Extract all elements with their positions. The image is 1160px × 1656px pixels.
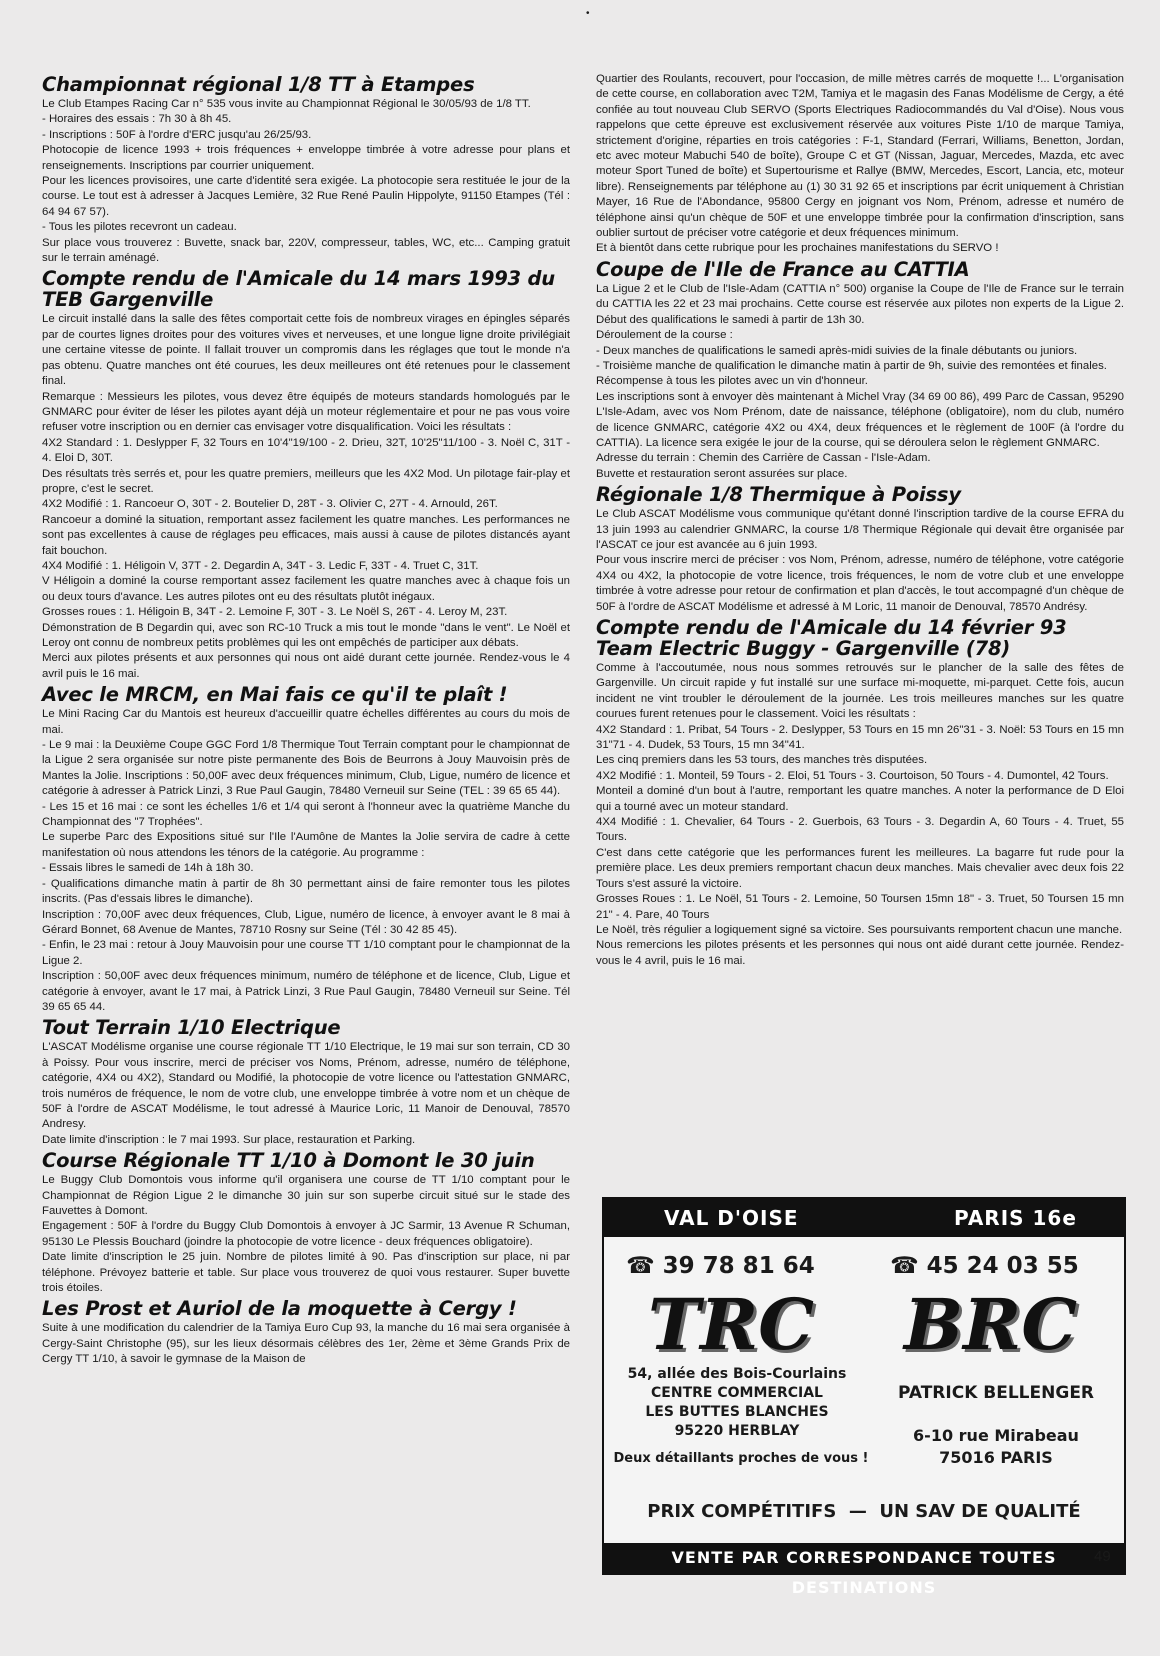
article <box>42 1017 570 1148</box>
article <box>42 1298 570 1367</box>
article-paragraph: 4X2 Standard : 1. Deslypper F, 32 Tours en 10'4"19/100 - 2. Drieu, 32T, 10'25"11/100 - 3. Noël C, 31T - 4. Eloi D, 30T. <box>42 436 570 465</box>
brc-logo: BRC <box>904 1283 1078 1366</box>
page-mark: • <box>586 8 590 19</box>
article-paragraph: V Héligoin a dominé la course remportant assez facilement les quatre manches avec à chaque fois un ou deux tours d'avance. Les autres pilotes ont eu des résultats plutôt inégaux. <box>42 575 570 603</box>
article-paragraph: Grosses roues : 1. Héligoin B, 34T - 2. Lemoine F, 30T - 3. Le Noël S, 26T - 4. Leroy M, 23T. <box>42 606 508 619</box>
article-paragraph: Le superbe Parc des Expositions situé sur l'Ile l'Aumône de Mantes la Jolie servira de cadre à cette manifestation où nous attendons les ténors de la catégorie. Au programme : <box>42 831 570 859</box>
brc-owner: PATRICK BELLENGER <box>897 1383 1095 1403</box>
article-title: Course Régionale TT 1/10 à Domont le 30 juin <box>42 1149 535 1173</box>
article-paragraph: Les inscriptions sont à envoyer dès maintenant à Michel Vray (34 69 00 86), 499 Parc de Cassan, 95290 L'Isle-Adam, avec vos Nom Prénom, date de naissance, téléphone (obligatoire), nom du club, numéro de licence GNMARC, catégorie 4X2 ou 4X4, deux fréquences et le règlement de 100F (à l'ordre du CATTIA). La licence sera exigée le jour de la course, qui se déroulera selon le règlement GNMARC. <box>596 390 1124 449</box>
article-paragraph: Quartier des Roulants, recouvert, pour l'occasion, de mille mètres carrés de moquette !... L'organisation de cette course, en collaboration avec T2M, Tamiya et le magasin des Fanas Modélisme de Cergy, a été confiée au tout nouveau Club SERVO (Sports Electriques Radiocommandés du Val d'Oise). Nous vous rappelons que cette épreuve est exclusivement réservée aux voitures Piste 1/10 de marque Tamiya, strictement d'origine, réparties en trois catégories : F-1, Standard (Ferrari, Williams, Benetton, Jordan, etc avec moteur Mabuchi 540 de boîte), Groupe C et GT (Nissan, Jaguar, Mercedes, Mazda, etc avec moteur Sport Tuned de boîte) et Supertourisme et Rallye (BMW, Mercedes, Escort, Lancia, etc, moteur libre). Renseignements par téléphone au (1) 30 31 92 65 et inscriptions par écrit uniquement à Christian Mayer, 16 Rue de l'Abondance, 95800 Cergy en joignant vos Nom, Prénom, adresse et numéro de téléphone ainsi qu'un chèque de 50F et une enveloppe timbrée pour la confirmation d'inscription, sans oublier surtout de préciser votre catégorie et deux fréquences minimum. <box>596 73 1124 240</box>
article-paragraph: 4X2 Modifié : 1. Monteil, 59 Tours - 2. Eloi, 51 Tours - 3. Courtoison, 50 Tours - 4. Dumontel, 42 Tours. <box>596 769 1109 782</box>
article-paragraph: Récompense à tous les pilotes avec un vin d'honneur. <box>596 375 868 388</box>
article-paragraph: Grosses Roues : 1. Le Noël, 51 Tours - 2. Lemoine, 50 Toursen 15mn 18" - 3. Truet, 50 Toursen 15 mn 21" - 4. Pare, 40 Tours <box>596 893 1124 921</box>
article-paragraph: Sur place vous trouverez : Buvette, snack bar, 220V, compresseur, tables, WC, etc... Camping gratuit sur le terrain aménagé. <box>42 236 570 265</box>
article-paragraph: Photocopie de licence 1993 + trois fréquences + enveloppe timbrée à votre adresse pour plans et renseignements. Inscriptions par courrier uniquement. <box>42 144 570 172</box>
article-paragraph: - Inscriptions : 50F à l'ordre d'ERC jusqu'au 26/25/93. <box>42 128 312 141</box>
trc-logo: TRC <box>648 1283 814 1366</box>
article-paragraph: - Troisième manche de qualification le dimanche matin à partir de 9h, suivie des remontées et finales. <box>596 359 1107 372</box>
article-paragraph: 4X2 Modifié : 1. Rancoeur O, 30T - 2. Boutelier D, 28T - 3. Olivier C, 27T - 4. Arnould, 26T. <box>42 498 498 511</box>
brc-address-line: 75016 PARIS <box>939 1448 1053 1467</box>
article-title: Régionale 1/8 Thermique à Poissy <box>596 483 961 507</box>
ad-left-phone: ☎ 39 78 81 64 <box>626 1253 815 1279</box>
article-title: Tout Terrain 1/10 Electrique <box>42 1016 341 1040</box>
article <box>596 72 1124 257</box>
article-paragraph: Merci aux pilotes présents et aux personnes qui nous ont aidé durant cette journée. Rendez-vous le 4 avril puis le 16 mai. <box>42 652 570 680</box>
ad-left-region: VAL D'OISE <box>664 1206 799 1230</box>
article-paragraph: - Enfin, le 23 mai : retour à Jouy Mauvoisin pour une course TT 1/10 comptant pour le championnat de la Ligue 2. <box>42 939 570 967</box>
article-paragraph: Date limite d'inscription le 25 juin. Nombre de pilotes limité à 90. Pas d'inscription sur place, ni par téléphone. Prévoyez batterie et table. Sur place vous trouverez de quoi vous restaurer. Super buvette trois étoiles. <box>42 1251 570 1295</box>
article-paragraph: La Ligue 2 et le Club de l'Isle-Adam (CATTIA n° 500) organise la Coupe de l'Ile de France sur le terrain du CATTIA les 22 et 23 mai prochains. Cette course est réservée aux pilotes non experts de la Ligue 2. Début des qualifications le samedi à partir de 13h 30. <box>596 282 1124 326</box>
article <box>596 617 1124 969</box>
ad-right-region: PARIS 16e <box>954 1206 1077 1230</box>
page-number: 49 <box>1094 1548 1111 1565</box>
article-paragraph: - Qualifications dimanche matin à partir de 8h 30 permettant ainsi de faire remonter tous les pilotes inscrits. (Pas d'essais libres le dimanche). <box>42 877 570 906</box>
ad-header-bar <box>604 1199 1124 1237</box>
article-title: Championnat régional 1/8 TT à Etampes <box>42 73 475 96</box>
article-paragraph: Le Noël, très régulier a logiquement signé sa victoire. Ses poursuivants remportent chacun une manche. <box>596 923 1123 936</box>
trc-address-line: CENTRE COMMERCIAL <box>651 1385 823 1401</box>
article-paragraph: 4X4 Modifié : 1. Héligoin V, 37T - 2. Degardin A, 34T - 3. Ledic F, 33T - 4. Truet C, 31T. <box>42 559 479 572</box>
article-paragraph: C'est dans cette catégorie que les performances furent les meilleures. La bagarre fut rude pour la première place. Les deux premiers remportant chacun deux manches. Mais chevalier avec deux fois 22 Tours s'est assuré la victoire. <box>596 846 1124 890</box>
article-paragraph: Engagement : 50F à l'ordre du Buggy Club Domontois à envoyer à JC Sarmir, 13 Avenue R Schuman, 95130 Le Plessis Bouchard (joindre la photocopie de votre licence - deux fréquences obligatoire). <box>42 1220 570 1248</box>
article-paragraph: Pour vous inscrire merci de préciser : vos Nom, Prénom, adresse, numéro de téléphone, votre catégorie 4X4 ou 4X2, la photocopie de votre licence, trois fréquences, le nom de votre club et une enveloppe timbrée à votre adresse pour retour de confirmation et plan d'accès, le tout accompagné d'un chèque de 50F à l'ordre de ASCAT Modélisme et adressé à M Loric, 11 manoir de Denouval, 78570 Andrésy. <box>596 554 1124 613</box>
article <box>42 684 570 1015</box>
article-paragraph: - Le 9 mai : la Deuxième Coupe GGC Ford 1/8 Thermique Tout Terrain comptant pour le championnat de la Ligue 2 sera organisée sur notre piste permanente des Bois de Beurrons à Jouy Mauvoisin près de Mantes la Jolie. Inscriptions : 50,00F avec deux fréquences minimum, Club, Ligue, numéro de licence et catégorie à adresser à Patrick Linzi, 3 Rue Paul Gaugin, 78480 Verneuil sur Seine (TEL : 39 65 65 44). <box>42 739 570 798</box>
article-paragraph: Le Club Etampes Racing Car n° 535 vous invite au Championnat Régional le 30/05/93 de 1/8 TT. <box>42 98 531 110</box>
article-title: Compte rendu de l'Amicale du 14 mars 1993 du TEB Gargenville <box>42 267 555 312</box>
article-paragraph: Rancoeur a dominé la situation, remportant assez facilement les quatre manches. Les performances ne sont pas excellentes à cause de réglages peu efficaces, mais aussi à cause de pilotes distancés ayant fait bouchon. <box>42 513 570 557</box>
article-paragraph: Le Club ASCAT Modélisme vous communique qu'étant donné l'inscription tardive de la course EFRA du 13 juin 1993 au calendrier GNMARC, la course 1/8 Thermique Régionale qui devait être organisée par l'ASCAT ce jour est avancée au 6 juin 1993. <box>596 508 1124 551</box>
article <box>596 484 1124 615</box>
article-paragraph: - Les 15 et 16 mai : ce sont les échelles 1/6 et 1/4 qui seront à l'honneur avec la quatrième Manche du Championnat des "7 Trophées". <box>42 800 570 829</box>
article-paragraph: Démonstration de B Degardin qui, avec son RC-10 Truck a mis tout le monde "dans le vent". Le Noël et Leroy ont connu de nombreux petits problèmes qui les ont empêchés de participer aux débats. <box>42 621 570 649</box>
left-column <box>42 72 570 1368</box>
shop-advertisement <box>602 1197 1126 1597</box>
trc-address-line: 54, allée des Bois-Courlains <box>627 1366 847 1382</box>
ad-footer-bar: VENTE PAR CORRESPONDANCE TOUTES DESTINATIONS <box>604 1543 1124 1573</box>
article-paragraph: L'ASCAT Modélisme organise une course régionale TT 1/10 Electrique, le 19 mai sur son terrain, CD 30 à Poissy. Pour vous inscrire, merci de préciser vos Noms, Prénom, adresse, numéro de téléphone, catégorie, 4X4 ou 4X2), Standard ou Modifié, la photocopie de votre licence ou l'attestation GNMARC, trois numéros de fréquence, le nom de votre club, une enveloppe timbrée à votre nom et un chèque de 50F à l'ordre de ASCAT Modélisme, le tout adressé à Maurice Loric, 11 Manoir de Denouval, 78570 Andresy. <box>42 1041 570 1131</box>
article-paragraph: Monteil a dominé d'un bout à l'autre, remportant les quatre manches. A noter la performance de D Eloi qui a tourné avec un moteur standard. <box>596 785 1124 813</box>
article-paragraph: - Deux manches de qualifications le samedi après-midi suivies de la finale débutants ou juniors. <box>596 344 1078 357</box>
article-paragraph: Des résultats très serrés et, pour les quatre premiers, meilleurs que les 4X2 Mod. Un pilotage fair-play et propre, c'est le secret. <box>42 467 570 495</box>
article-title: Coupe de l'Ile de France au CATTIA <box>596 257 970 281</box>
article-title: Les Prost et Auriol de la moquette à Cergy ! <box>42 1297 517 1321</box>
article-paragraph: Inscription : 70,00F avec deux fréquences, Club, Ligue, numéro de licence, à envoyer avant le 8 mai à Gérard Bonnet, 68 Avenue de Mantes, 78710 Rosny sur Seine (Tél : 30 42 85 45). <box>42 908 570 936</box>
article <box>42 1150 570 1296</box>
article-paragraph: - Essais libres le samedi de 14h à 18h 30. <box>42 862 254 875</box>
article-paragraph: Le Mini Racing Car du Mantois est heureux d'accueillir quatre échelles différentes au cours du mois de mai. <box>42 708 570 736</box>
article-title: Compte rendu de l'Amicale du 14 février 93 Team Electric Buggy - Gargenville (78) <box>596 616 1067 660</box>
trc-address-line: 95220 HERBLAY <box>674 1423 800 1439</box>
article-paragraph: 4X2 Standard : 1. Pribat, 54 Tours - 2. Deslypper, 53 Tours en 15 mn 26"31 - 3. Noël: 53 Tours en 15 mn 31"71 - 4. Dudek, 53 Tours, 15 mn 34"41. <box>596 723 1124 752</box>
article-title: Avec le MRCM, en Mai fais ce qu'il te plaît ! <box>42 683 508 707</box>
article-paragraph: Adresse du terrain : Chemin des Carrière de Cassan - l'Isle-Adam. <box>596 452 931 465</box>
brc-address <box>876 1425 1116 1469</box>
brc-address-line: 6-10 rue Mirabeau <box>913 1426 1079 1445</box>
article-paragraph: Remarque : Messieurs les pilotes, vous devez être équipés de moteurs standards homologués par le GNMARC pour éviter de léser les pilotes ayant déjà un moteur réglementaire et pour ne pas vous voire refuser votre inscription ou en dernier cas envisager votre disqualification. Voici les résultats : <box>42 390 570 434</box>
article-paragraph: Date limite d'inscription : le 7 mai 1993. Sur place, restauration et Parking. <box>42 1133 416 1146</box>
article-paragraph: Pour les licences provisoires, une carte d'identité sera exigée. La photocopie sera restituée le jour de la course. Le tout est à adresser à Jacques Lemière, 32 Rue René Paulin Hippolyte, 91150 Etampes (Tél : 64 94 67 57). <box>42 175 570 218</box>
article-paragraph: Buvette et restauration seront assurées sur place. <box>596 467 848 480</box>
article-paragraph: Et à bientôt dans cette rubrique pour les prochaines manifestations du SERVO ! <box>596 242 999 255</box>
article <box>42 268 570 682</box>
right-column <box>596 72 1124 969</box>
ad-tagline: Deux détaillants proches de vous ! <box>613 1451 869 1466</box>
article-paragraph: Le Buggy Club Domontois vous informe qu'il organisera une course de TT 1/10 comptant pour le Championnat de Région Ligue 2 le dimanche 30 juin sur son superbe circuit situé sur le stade des Fauvettes à Domont. <box>42 1174 570 1217</box>
ad-right-phone: ☎ 45 24 03 55 <box>890 1253 1079 1279</box>
article-paragraph: Suite à une modification du calendrier de la Tamiya Euro Cup 93, la manche du 16 mai sera organisée à Cergy-Saint Christophe (95), sur les lieux désormais célèbres des 1er, 2ème et 3ème Grands Prix de Cergy TT 1/10, à savoir le gymnase de la Maison de <box>42 1322 570 1366</box>
article-paragraph: Nous remercions les pilotes présents et les personnes qui nous ont aidé durant cette journée. Rendez-vous le 4 avril, puis le 16 mai. <box>596 939 1124 967</box>
ad-slogan: PRIX COMPÉTITIFS — UN SAV DE QUALITÉ <box>647 1501 1081 1522</box>
article-paragraph: Comme à l'accoutumée, nous nous sommes retrouvés sur le plancher de la salle des fêtes de Gargenville. Un circuit rapide y fut installé sur une surface mi-moquette, mi-parquet. Cette fois, aucun incident ne vint troubler le déroulement de la journée. Les trois meilleures manches sur les quatre courues furent retenues pour le classement. Voici les résultats : <box>596 662 1124 721</box>
article-paragraph: Le circuit installé dans la salle des fêtes comportait cette fois de nombreux virages en épingles séparés par de courtes lignes droites pour des voitures vives et nerveuses, et une longue ligne droite privilégiait une certaine vitesse de pointe. Il fallait trouver un compromis dans les réglages que tout le monde n'a pas obtenu. Quatre manches ont été courues, les deux meilleures ont été retenues pour le classement final. <box>42 313 570 388</box>
article-paragraph: - Horaires des essais : 7h 30 à 8h 45. <box>42 113 232 126</box>
trc-address-line: LES BUTTES BLANCHES <box>645 1404 829 1420</box>
article <box>596 259 1124 482</box>
article-paragraph: Déroulement de la course : <box>596 329 733 342</box>
article-paragraph: Inscription : 50,00F avec deux fréquences minimum, numéro de téléphone et de licence, Club, Ligue et catégorie à envoyer, avant le 17 mai, à Patrick Linzi, 3 Rue Paul Gaugin, 78480 Verneuil sur Seine. Tél 39 65 65 44. <box>42 970 570 1013</box>
trc-address <box>612 1365 862 1441</box>
article-paragraph: - Tous les pilotes recevront un cadeau. <box>42 221 237 234</box>
article-paragraph: 4X4 Modifié : 1. Chevalier, 64 Tours - 2. Guerbois, 63 Tours - 3. Degardin A, 60 Tours - 4. Truet, 55 Tours. <box>596 816 1124 844</box>
article-paragraph: Les cinq premiers dans les 53 tours, des manches très disputées. <box>596 754 928 767</box>
article <box>42 74 570 266</box>
